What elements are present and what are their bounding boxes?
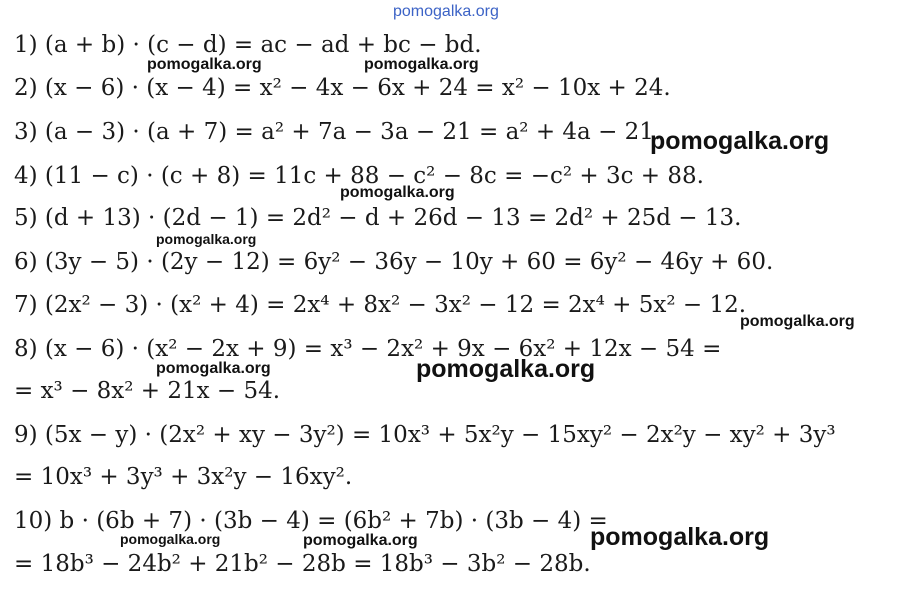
watermark-top: pomogalka.org <box>393 3 499 20</box>
watermark: pomogalka.org <box>156 231 257 247</box>
equation-line-8-cont: = x³ − 8x² + 21x − 54. <box>14 378 281 404</box>
watermark: pomogalka.org <box>340 184 455 201</box>
equation-line-2: 2) (x − 6) · (x − 4) = x² − 4x − 6x + 24 = x² − 10x + 24. <box>14 75 671 101</box>
watermark: pomogalka.org <box>740 313 855 330</box>
watermark: pomogalka.org <box>156 360 271 377</box>
watermark: pomogalka.org <box>120 531 221 547</box>
watermark: pomogalka.org <box>416 355 596 383</box>
equation-line-10: 10) b · (6b + 7) · (3b − 4) = (6b² + 7b) · (3b − 4) = <box>14 508 608 534</box>
equation-line-9-cont: = 10x³ + 3y³ + 3x²y − 16xy². <box>14 464 353 490</box>
watermark: pomogalka.org <box>364 56 479 73</box>
equation-line-7: 7) (2x² − 3) · (x² + 4) = 2x⁴ + 8x² − 3x² − 12 = 2x⁴ + 5x² − 12. <box>14 292 747 318</box>
watermark: pomogalka.org <box>650 127 830 155</box>
equation-line-1: 1) (a + b) · (c − d) = ac − ad + bc − bd. <box>14 32 482 58</box>
watermark: pomogalka.org <box>590 523 770 551</box>
watermark: pomogalka.org <box>303 532 418 549</box>
equation-line-3: 3) (a − 3) · (a + 7) = a² + 7a − 3a − 21 = a² + 4a − 21. <box>14 119 662 145</box>
equation-line-9: 9) (5x − y) · (2x² + xy − 3y²) = 10x³ + 5x²y − 15xy² − 2x²y − xy² + 3y³ <box>14 422 836 448</box>
watermark: pomogalka.org <box>147 56 262 73</box>
equation-line-4: 4) (11 − c) · (c + 8) = 11c + 88 − c² − 8c = −c² + 3c + 88. <box>14 163 704 189</box>
equation-line-8: 8) (x − 6) · (x² − 2x + 9) = x³ − 2x² + 9x − 6x² + 12x − 54 = <box>14 336 722 362</box>
equation-line-5: 5) (d + 13) · (2d − 1) = 2d² − d + 26d − 13 = 2d² + 25d − 13. <box>14 205 742 231</box>
equation-line-10-cont: = 18b³ − 24b² + 21b² − 28b = 18b³ − 3b² − 28b. <box>14 551 591 577</box>
equation-line-6: 6) (3y − 5) · (2y − 12) = 6y² − 36y − 10y + 60 = 6y² − 46y + 60. <box>14 249 774 275</box>
